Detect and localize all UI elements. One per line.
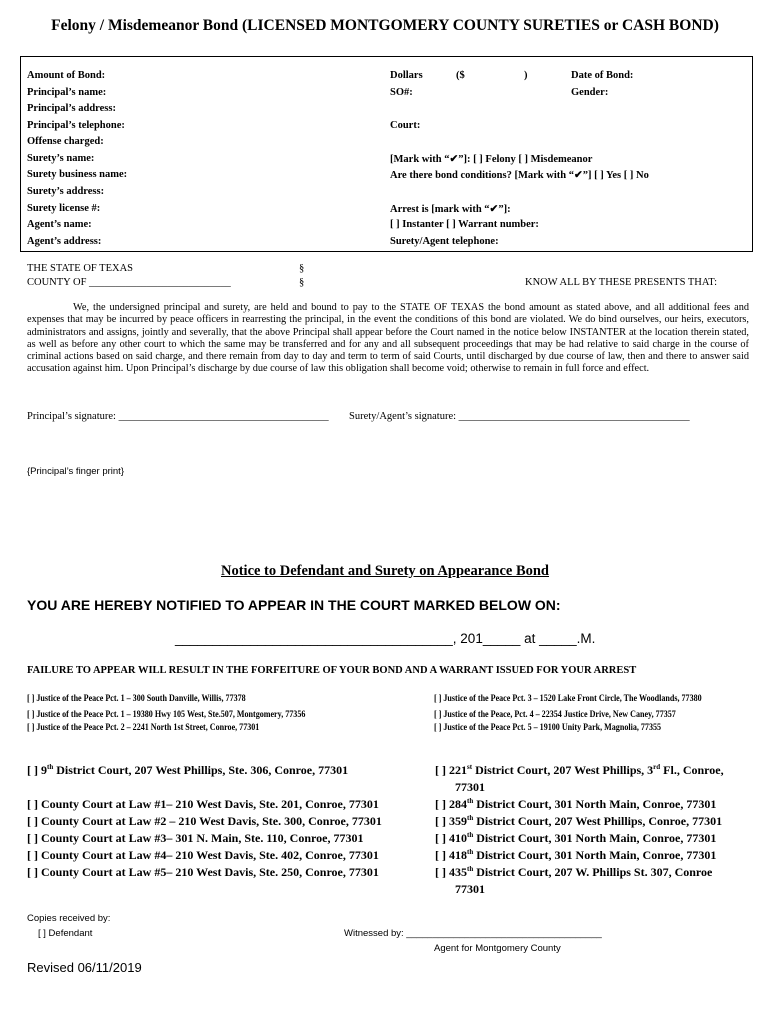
dollars-close: ) — [524, 70, 528, 81]
court-9th-post: District Court, 207 West Phillips, Ste. 306, Conroe, 77301 — [53, 763, 349, 777]
surety-business-label: Surety business name: — [27, 169, 128, 180]
court-359-pre: [ ] 359 — [435, 814, 467, 828]
jp-pct1-willis-option[interactable]: [ ] Justice of the Peace Pct. 1 – 300 South Danville, Willis, 77378 — [27, 694, 246, 704]
principal-name-label: Principal’s name: — [27, 87, 107, 98]
court-418-pre: [ ] 418 — [435, 848, 467, 862]
revision-date: Revised 06/11/2019 — [27, 960, 142, 975]
court-284th-district-option[interactable] — [435, 797, 716, 812]
county-court-law-4-option[interactable]: [ ] County Court at Law #4– 210 West Davis, Ste. 402, Conroe, 77301 — [27, 848, 379, 862]
surety-name-label: Surety’s name: — [27, 153, 95, 164]
jp-pct5-magnolia-option[interactable]: [ ] Justice of the Peace Pct. 5 – 19100 Unity Park, Magnolia, 77355 — [434, 723, 662, 733]
court-284-pre: [ ] 284 — [435, 797, 467, 811]
principal-phone-label: Principal’s telephone: — [27, 120, 125, 131]
agent-address-label: Agent’s address: — [27, 236, 102, 247]
court-221-sup2: rd — [653, 763, 661, 771]
court-435-pre: [ ] 435 — [435, 865, 467, 879]
court-418-sup: th — [467, 848, 474, 856]
notice-title: Notice to Defendant and Surety on Appearance Bond — [220, 563, 549, 579]
jp-pct1-montgomery-option[interactable]: [ ] Justice of the Peace Pct. 1 – 19380 Hwy 105 West, Ste.507, Montgomery, 77356 — [27, 710, 306, 720]
court-410-pre: [ ] 410 — [435, 831, 467, 845]
section-symbol-2: § — [299, 277, 305, 288]
court-221-sup: st — [467, 763, 473, 771]
court-359-sup: th — [467, 814, 474, 822]
county-court-law-2-option[interactable]: [ ] County Court at Law #2 – 210 West Davis, Ste. 300, Conroe, 77301 — [27, 814, 382, 828]
court-435-post: District Court, 207 W. Phillips St. 307, Conroe — [473, 865, 713, 879]
court-221st-district-option[interactable] — [435, 763, 724, 778]
defendant-checkbox[interactable]: [ ] Defendant — [38, 928, 93, 939]
court-9th-sup: th — [47, 763, 54, 771]
dollars-open: ($ — [456, 70, 465, 81]
date-label: Date of Bond: — [571, 70, 634, 81]
jp-pct3-woodlands-option[interactable]: [ ] Justice of the Peace Pct. 3 – 1520 Lake Front Circle, The Woodlands, 77380 — [434, 694, 702, 704]
jp-pct2-conroe-option[interactable]: [ ] Justice of the Peace Pct. 2 – 2241 North 1st Street, Conroe, 77301 — [27, 723, 260, 733]
court-410th-district-option[interactable] — [435, 831, 716, 846]
bond-obligation-paragraph: We, the undersigned principal and surety, are held and bound to pay to the STATE OF TEXAS the bond amount as stated above, and all additional fees and expenses that may be incurred by peace officers in rearresting the principal, in the event the conditions of this bond are violated. We do bind ourselves, our heirs, executors, administrators and assigns, jointly and severally, that the above Principal shall appear before the Court named in the notice below INSTANTER at the location therein stated, as well as before any other court to which the same may be transferred and for any and all subsequent proceedings that may be had relative to said charge in the course of criminal actions based on said charge, and there remain from day to day and term to term of said Courts, until discharged by due course of law, then and there to answer said accusation against him. Upon Principal’s discharge by due course of law this obligation shall become void; otherwise to remain in full force and effect. — [27, 302, 749, 375]
document-title: Felony / Misdemeanor Bond (LICENSED MONTGOMERY COUNTY SURETIES or CASH BOND) — [51, 17, 719, 34]
court-284-post: District Court, 301 North Main, Conroe, 77301 — [473, 797, 717, 811]
court-9th-district-option[interactable] — [27, 763, 348, 778]
fingerprint-label: {Principal’s finger print} — [27, 466, 124, 477]
dollars-label: Dollars — [390, 70, 423, 81]
court-410-post: District Court, 301 North Main, Conroe, 77301 — [473, 831, 717, 845]
bond-info-box — [20, 56, 753, 252]
witnessed-by-line[interactable]: Witnessed by: _____________________________________ — [344, 928, 602, 939]
court-label: Court: — [390, 120, 421, 131]
notified-heading: YOU ARE HEREBY NOTIFIED TO APPEAR IN THE COURT MARKED BELOW ON: — [27, 597, 561, 613]
so-label: SO#: — [390, 87, 413, 98]
court-9th-pre: [ ] 9 — [27, 763, 47, 777]
court-221-post: District Court, 207 West Phillips, 3 — [472, 763, 654, 777]
court-221st-zip: 77301 — [455, 780, 485, 794]
instanter-warrant-checkboxes[interactable]: [ ] Instanter [ ] Warrant number: — [390, 219, 539, 230]
court-359th-district-option[interactable] — [435, 814, 722, 829]
agent-phone-label: Surety/Agent telephone: — [390, 236, 499, 247]
court-418th-district-option[interactable] — [435, 848, 716, 863]
bond-conditions-checkboxes[interactable]: Are there bond conditions? [Mark with “✔”] [ ] Yes [ ] No — [390, 170, 649, 181]
court-359-post: District Court, 207 West Phillips, Conroe, 77301 — [473, 814, 723, 828]
principal-address-label: Principal’s address: — [27, 103, 116, 114]
know-all-heading: KNOW ALL BY THESE PRESENTS THAT: — [525, 277, 718, 288]
principal-signature-line[interactable]: Principal’s signature: ________________________________________ — [27, 411, 329, 422]
copies-received-label: Copies received by: — [27, 913, 111, 924]
court-284-sup: th — [467, 797, 474, 805]
jp-pct4-new-caney-option[interactable]: [ ] Justice of the Peace, Pct. 4 – 22354 Justice Drive, New Caney, 77357 — [434, 710, 676, 720]
surety-address-label: Surety’s address: — [27, 186, 105, 197]
county-of: COUNTY OF ___________________________ — [27, 277, 231, 288]
surety-license-label: Surety license #: — [27, 203, 101, 214]
court-435th-zip: 77301 — [455, 882, 485, 896]
court-418-post: District Court, 301 North Main, Conroe, 77301 — [473, 848, 717, 862]
court-410-sup: th — [467, 831, 474, 839]
appearance-date-line[interactable]: _____________________________________, 201_____ at _____.M. — [175, 631, 596, 646]
gender-label: Gender: — [571, 87, 609, 98]
section-symbol-1: § — [299, 263, 305, 274]
agent-for-county-label: Agent for Montgomery County — [434, 943, 561, 954]
state-of-texas: THE STATE OF TEXAS — [27, 263, 134, 274]
offense-label: Offense charged: — [27, 136, 104, 147]
failure-warning: FAILURE TO APPEAR WILL RESULT IN THE FORFEITURE OF YOUR BOND AND A WARRANT ISSUED FOR YOUR ARREST — [27, 665, 637, 676]
county-court-law-3-option[interactable]: [ ] County Court at Law #3– 301 N. Main, Ste. 110, Conroe, 77301 — [27, 831, 364, 845]
court-221-post2: Fl., Conroe, — [660, 763, 724, 777]
felony-misdemeanor-checkboxes[interactable]: [Mark with “✔”]: [ ] Felony [ ] Misdemeanor — [390, 154, 593, 165]
county-court-law-5-option[interactable]: [ ] County Court at Law #5– 210 West Davis, Ste. 250, Conroe, 77301 — [27, 865, 379, 879]
agent-name-label: Agent’s name: — [27, 219, 92, 230]
county-court-law-1-option[interactable]: [ ] County Court at Law #1– 210 West Davis, Ste. 201, Conroe, 77301 — [27, 797, 379, 811]
court-221-pre: [ ] 221 — [435, 763, 467, 777]
court-435-sup: th — [467, 865, 474, 873]
amount-label: Amount of Bond: — [27, 70, 106, 81]
arrest-label: Arrest is [mark with “✔”]: — [390, 204, 511, 215]
surety-signature-line[interactable]: Surety/Agent’s signature: ____________________________________________ — [349, 411, 690, 422]
court-435th-district-option[interactable] — [435, 865, 712, 880]
